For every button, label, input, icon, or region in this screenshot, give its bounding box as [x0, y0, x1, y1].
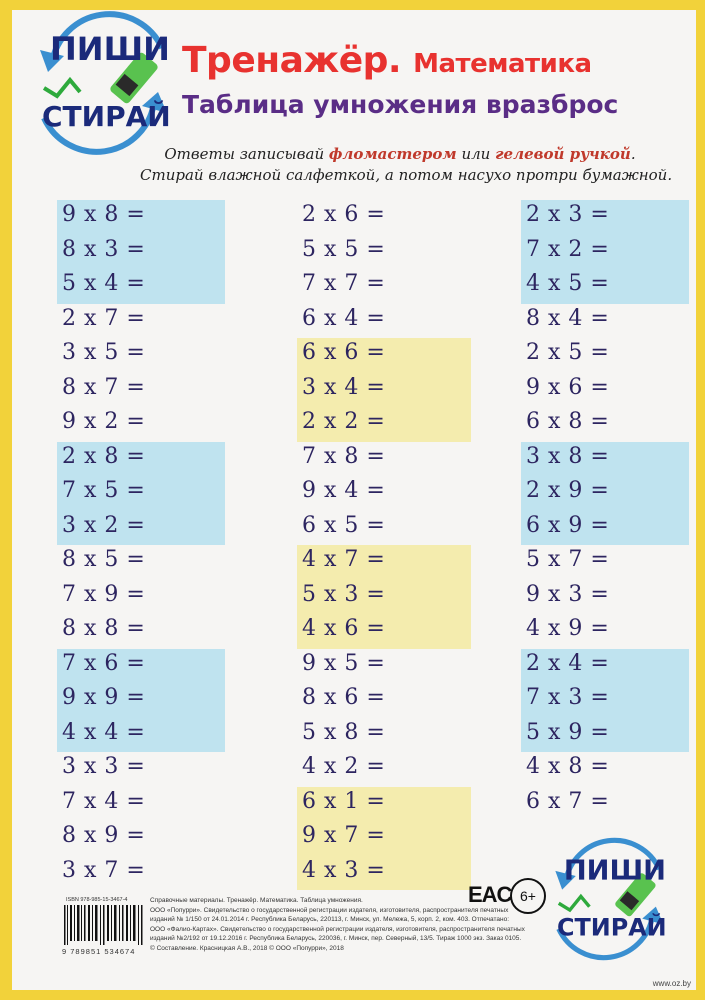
problem-row: 4 x 8 = — [526, 754, 610, 779]
problem-row: 4 x 7 = — [302, 547, 386, 572]
imprint-line: изданий №2/192 от 19.12.2016 г. Республика Беларусь, 220036, г. Минск, пер. Северный, 13/5. Тираж 1000 экз. Заказ 0105. — [150, 935, 522, 942]
problem-row: 7 x 5 = — [62, 478, 146, 503]
problem-row: 5 x 3 = — [302, 581, 386, 607]
instructions-line1: Ответы записывай фломастером или гелевой ручкой. — [164, 145, 636, 163]
problem-row: 2 x 9 = — [526, 478, 610, 503]
problem-row: 7 x 7 = — [302, 271, 386, 296]
imprint-line: изданий № 1/150 от 24.01.2014 г. Республика Беларусь, 220113, г. Минск, ул. Мележа, 5, корп. 2, ком. 403. Отпечатано: — [150, 916, 510, 923]
problem-row: 9 x 9 = — [62, 685, 146, 710]
problem-row: 7 x 9 = — [62, 581, 146, 607]
problem-row: 7 x 3 = — [526, 685, 610, 710]
logo-bottom — [540, 824, 678, 974]
problem-row: 9 x 8 = — [62, 202, 146, 227]
problem-row: 3 x 5 = — [62, 340, 146, 365]
problem-row: 8 x 9 = — [62, 823, 146, 848]
logo-top — [22, 8, 184, 158]
problem-row: 6 x 4 = — [302, 305, 386, 331]
problem-row: 9 x 4 = — [302, 478, 386, 503]
barcode — [62, 905, 146, 951]
problem-row: 6 x 6 = — [302, 340, 386, 365]
eac-mark: EAC — [468, 882, 512, 907]
problem-row: 2 x 5 = — [526, 340, 610, 365]
svg-text:ПИШИ: ПИШИ — [50, 30, 170, 68]
watermark: www.oz.by — [652, 979, 691, 988]
problem-row: 9 x 2 = — [62, 409, 146, 434]
problem-row: 9 x 7 = — [302, 823, 386, 848]
svg-text:СТИРАЙ: СТИРАЙ — [557, 913, 667, 942]
svg-text:ПИШИ: ПИШИ — [563, 855, 666, 887]
problem-row: 8 x 6 = — [302, 685, 386, 710]
problem-row: 3 x 2 = — [62, 512, 146, 538]
problem-row: 2 x 3 = — [526, 202, 610, 227]
problem-row: 6 x 5 = — [302, 512, 386, 538]
barcode-number: 9 789851 534674 — [62, 947, 136, 956]
problem-row: 8 x 7 = — [62, 374, 146, 400]
page-title: Тренажёр. Математика — [182, 40, 592, 81]
problem-row: 7 x 4 = — [62, 788, 146, 814]
problem-row: 5 x 9 = — [526, 719, 610, 745]
problem-row: 2 x 8 = — [62, 443, 146, 469]
problem-row: 4 x 4 = — [62, 719, 146, 745]
problem-row: 9 x 6 = — [526, 374, 610, 400]
problem-row: 3 x 4 = — [302, 374, 386, 400]
problem-row: 8 x 8 = — [62, 616, 146, 641]
instructions-line2: Стирай влажной салфеткой, а потом насухо протри бумажной. — [140, 166, 673, 184]
problem-row: 4 x 5 = — [526, 271, 610, 296]
problem-row: 4 x 2 = — [302, 754, 386, 779]
problem-row: 6 x 8 = — [526, 409, 610, 434]
problem-row: 5 x 4 = — [62, 271, 146, 296]
problem-row: 5 x 8 = — [302, 719, 386, 745]
problem-row: 4 x 9 = — [526, 616, 610, 641]
problem-row: 2 x 2 = — [302, 409, 386, 434]
age-rating-badge: 6+ — [510, 878, 546, 914]
problem-row: 8 x 4 = — [526, 305, 610, 331]
svg-text:СТИРАЙ: СТИРАЙ — [42, 100, 171, 133]
problem-row: 2 x 6 = — [302, 202, 386, 227]
problem-row: 3 x 8 = — [526, 443, 610, 469]
problem-row: 4 x 3 = — [302, 857, 386, 883]
imprint-line: Справочные материалы. Тренажёр. Математика. Таблица умножения. — [150, 897, 363, 904]
problem-row: 6 x 1 = — [302, 788, 386, 814]
problem-row: 8 x 5 = — [62, 547, 146, 572]
problem-row: 7 x 2 = — [526, 236, 610, 262]
page-subtitle: Таблица умножения вразброс — [182, 90, 619, 119]
problem-row: 6 x 9 = — [526, 512, 610, 538]
problem-row: 9 x 3 = — [526, 581, 610, 607]
problem-row: 4 x 6 = — [302, 616, 386, 641]
imprint-line: ООО «Попурри». Свидетельство о государственной регистрации издателя, изготовителя, распространителя печатных — [150, 906, 509, 914]
isbn-label: ISBN 978-985-15-3467-4 — [66, 897, 128, 903]
problem-row: 7 x 8 = — [302, 443, 386, 469]
problem-row: 3 x 7 = — [62, 857, 146, 883]
problem-row: 7 x 6 = — [62, 650, 146, 676]
problem-row: 3 x 3 = — [62, 754, 146, 779]
problem-row: 8 x 3 = — [62, 236, 146, 262]
problem-row: 2 x 4 = — [526, 650, 610, 676]
problem-row: 5 x 5 = — [302, 236, 386, 262]
imprint-line: © Составление. Красницкая А.В., 2018 © ООО «Попурри», 2018 — [150, 944, 344, 952]
imprint-line: ООО «Фалио-Картах». Свидетельство о государственной регистрации издателя, изготовителя, распространителя печатных — [150, 925, 525, 933]
problem-row: 2 x 7 = — [62, 305, 146, 331]
problem-row: 5 x 7 = — [526, 547, 610, 572]
problem-row: 6 x 7 = — [526, 788, 610, 814]
problem-row: 9 x 5 = — [302, 650, 386, 676]
